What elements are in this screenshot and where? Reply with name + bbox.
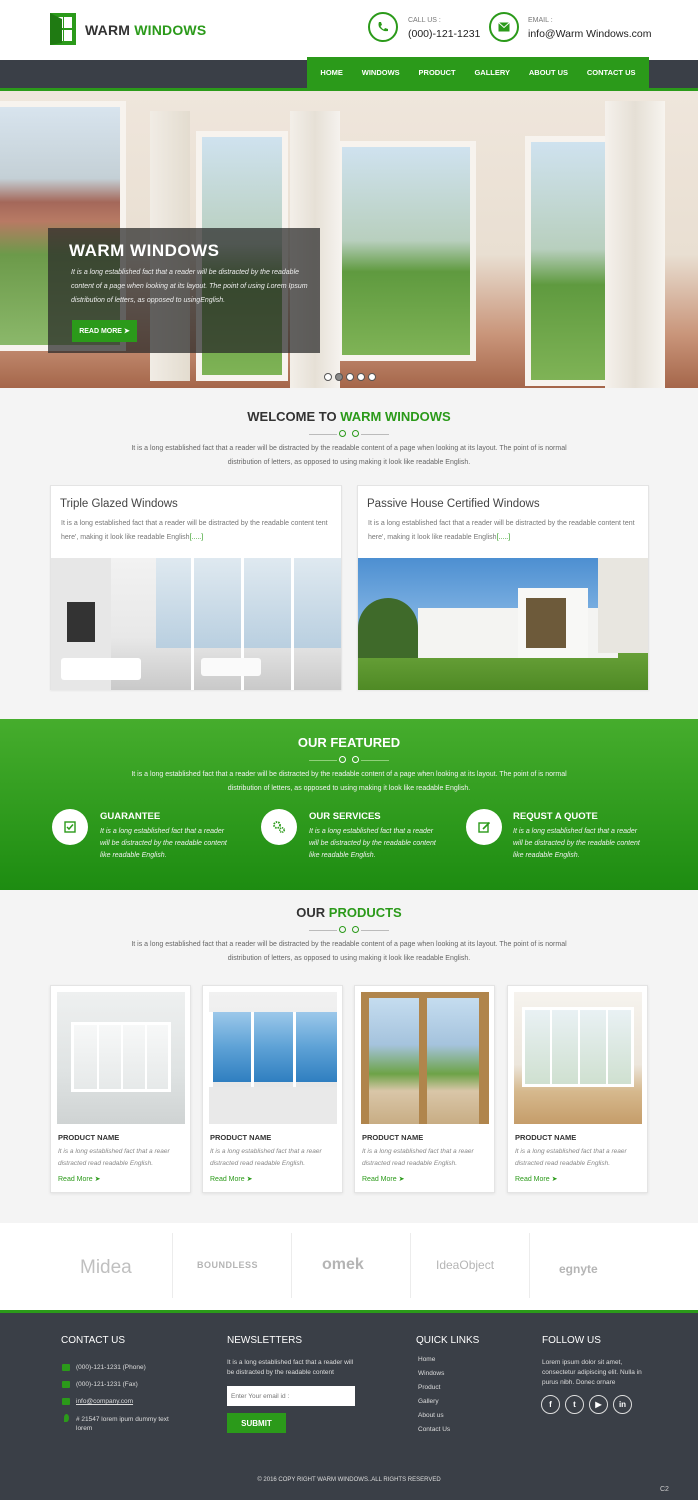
twitter-icon[interactable]: t [565,1395,584,1414]
card-image [358,558,648,690]
logo-window-icon[interactable] [50,13,78,45]
call-label: CALL US : [408,17,441,24]
product-read-more-label: Read More [515,1176,550,1183]
gears-icon [261,809,297,845]
footer-address: # 21547 lorem ipum dummy text lorem [76,1416,169,1432]
welcome-title-part1: WELCOME TO [247,409,337,424]
nav-about-us[interactable]: ABOUT US [528,68,569,77]
fax-icon [62,1381,70,1388]
brand-logo-boundless[interactable]: BOUNDLESS [197,1260,259,1270]
footer-link-about-us[interactable]: About us [418,1412,444,1419]
arrow-circle-icon: ➤ [246,1176,253,1183]
brand-separator [172,1233,173,1298]
featured-item-title: OUR SERVICES [309,811,381,822]
welcome-title-part2: WARM WINDOWS [340,409,451,424]
arrow-circle-icon: ➤ [94,1176,101,1183]
hero-text: It is a long established fact that a reader will be distracted by the readable content of a page when looking at its layout. The point of using Lorem Ipsum distribution of letters, as opposed to usingEnglish. [71,269,308,304]
product-card[interactable] [202,985,343,1193]
product-text: It is a long established fact that a reaer distracted read readable English. [362,1148,474,1167]
brand-separator [410,1233,411,1298]
nav-gallery[interactable]: GALLERY [474,68,511,77]
youtube-icon[interactable]: ▶ [589,1395,608,1414]
nav-product[interactable]: PRODUCT [418,68,456,77]
call-value[interactable]: (000)-121-1231 [408,28,481,40]
hero-title: WARM WINDOWS [69,241,220,260]
card-image [51,558,341,690]
logo-text-part1: WARM [85,22,131,38]
linkedin-icon[interactable]: in [613,1395,632,1414]
products-text: It is a long established fact that a reader will be distracted by the readable content of a page when looking at its layout. The point of is normal distribution of letters, as opposed to using making it look like readable English. [131,941,567,962]
card-more-link[interactable]: [.....] [189,534,204,541]
brand-logo-omek[interactable]: omek [322,1256,364,1273]
product-image [514,992,642,1124]
product-read-more-link[interactable] [58,1175,100,1183]
featured-text: It is a long established fact that a reader will be distracted by the readable content of a page when looking at its layout. The point of is normal distribution of letters, as opposed to using making it look like readable English. [131,771,567,792]
product-read-more-link[interactable] [210,1175,252,1183]
featured-item-text: It is a long established fact that a reader will be distracted by the readable content like readable English. [309,828,436,859]
footer-follow-text: Lorem ipsum dolor sit amet, consectetur adipiscing elit. Nulla in purus nibh. Donec ornare [542,1359,642,1386]
arrow-circle-icon: ➤ [551,1176,558,1183]
footer-fax: (000)-121-1231 (Fax) [76,1381,138,1388]
location-pin-icon [64,1414,69,1422]
footer-newsletter-text: It is a long established fact that a reader will be distracted by the readable content [227,1359,354,1376]
footer-follow-title: FOLLOW US [542,1335,601,1346]
card-body: It is a long established fact that a reader will be distracted by the readable content tent here', making it look like readable English [368,520,635,541]
brand-separator [291,1233,292,1298]
corner-label: C2 [660,1486,669,1493]
products-title-part1: OUR [296,905,326,920]
featured-item-text: It is a long established fact that a reader will be distracted by the readable content like readable English. [513,828,640,859]
product-name: PRODUCT NAME [515,1133,577,1142]
product-name: PRODUCT NAME [58,1133,120,1142]
brand-logo-midea[interactable]: Midea [80,1257,132,1278]
welcome-divider [309,430,389,438]
newsletter-email-input[interactable] [227,1386,355,1406]
brand-logo-ideaobject[interactable]: IdeaObject [436,1258,495,1272]
edit-icon [466,809,502,845]
product-read-more-label: Read More [362,1176,397,1183]
card-text [368,517,643,545]
product-text: It is a long established fact that a reaer distracted read readable English. [210,1148,322,1167]
welcome-text: It is a long established fact that a reader will be distracted by the readable content of a page when looking at its layout. The point of is normal distribution of letters, as opposed to using making it look like readable English. [131,445,567,466]
slider-dot-5[interactable] [368,373,376,381]
product-name: PRODUCT NAME [362,1133,424,1142]
product-read-more-label: Read More [58,1176,93,1183]
welcome-title [0,409,698,424]
products-divider [309,926,389,934]
email-value[interactable]: info@Warm Windows.com [528,28,652,40]
footer-contact-title: CONTACT US [61,1335,126,1346]
footer-link-home[interactable]: Home [418,1356,436,1363]
main-nav [307,57,649,88]
featured-divider [309,756,389,764]
phone-icon [368,12,398,42]
product-image [209,992,337,1124]
arrow-circle-icon: ➤ [123,328,130,335]
phone-icon [62,1364,70,1371]
footer-email-link[interactable]: info@company.com [76,1398,134,1405]
featured-item-title: GUARANTEE [100,811,161,822]
card-text [61,517,336,545]
hero-read-more-label: READ MORE [79,327,122,335]
footer-quick-links-title: QUICK LINKS [416,1335,480,1346]
facebook-icon[interactable]: f [541,1395,560,1414]
footer-link-contact-us[interactable]: Contact Us [418,1426,451,1433]
checkbox-icon [52,809,88,845]
product-image [361,992,489,1124]
card-title: Triple Glazed Windows [60,498,178,510]
nav-windows[interactable]: WINDOWS [361,68,400,77]
product-card[interactable] [354,985,495,1193]
card-title: Passive House Certified Windows [367,498,540,510]
feature-card-triple-glazed [50,485,342,690]
feature-card-passive-house [357,485,649,690]
slider-dot-4[interactable] [357,373,365,381]
featured-title: OUR FEATURED [297,735,401,750]
logo-text-part2: WINDOWS [134,22,207,38]
products-title [0,905,698,920]
product-card[interactable] [507,985,648,1193]
nav-contact-us[interactable]: CONTACT US [586,68,636,77]
product-text: It is a long established fact that a reaer distracted read readable English. [58,1148,170,1167]
product-text: It is a long established fact that a reaer distracted read readable English. [515,1148,627,1167]
nav-home[interactable]: HOME [320,68,343,77]
brand-logo-egnyte[interactable]: egnyte [559,1262,598,1276]
slider-dot-1[interactable] [324,373,332,381]
product-read-more-label: Read More [210,1176,245,1183]
footer-link-gallery[interactable]: Gallery [418,1398,439,1405]
card-body: It is a long established fact that a reader will be distracted by the readable content tent here', making it look like readable English [61,520,328,541]
product-card[interactable] [50,985,191,1193]
footer-newsletter-title: NEWSLETTERS [227,1335,303,1346]
copyright-text: © 2016 COPY RIGHT WARM WINDOWS..ALL RIGHTS RESERVED [257,1477,441,1483]
slider-dot-2[interactable] [335,373,343,381]
brand-separator [529,1233,530,1298]
product-read-more-link[interactable] [515,1175,557,1183]
product-image [57,992,185,1124]
envelope-icon [489,12,519,42]
footer-link-product[interactable]: Product [418,1384,441,1391]
hero-read-more-button[interactable] [72,320,137,342]
arrow-circle-icon: ➤ [398,1176,405,1183]
featured-item-title: REQUST A QUOTE [513,811,598,822]
featured-item-text: It is a long established fact that a reader will be distracted by the readable content like readable English. [100,828,227,859]
footer-phone: (000)-121-1231 (Phone) [76,1364,146,1371]
products-title-part2: PRODUCTS [328,905,402,920]
logo-text[interactable] [85,22,206,38]
footer-link-windows[interactable]: Windows [418,1370,445,1377]
newsletter-submit-button[interactable]: SUBMIT [227,1413,286,1433]
product-read-more-link[interactable] [362,1175,404,1183]
product-name: PRODUCT NAME [210,1133,272,1142]
envelope-icon [62,1398,70,1405]
slider-dot-3[interactable] [346,373,354,381]
card-more-link[interactable]: [.....] [496,534,511,541]
email-label: EMAIL : [528,17,553,24]
